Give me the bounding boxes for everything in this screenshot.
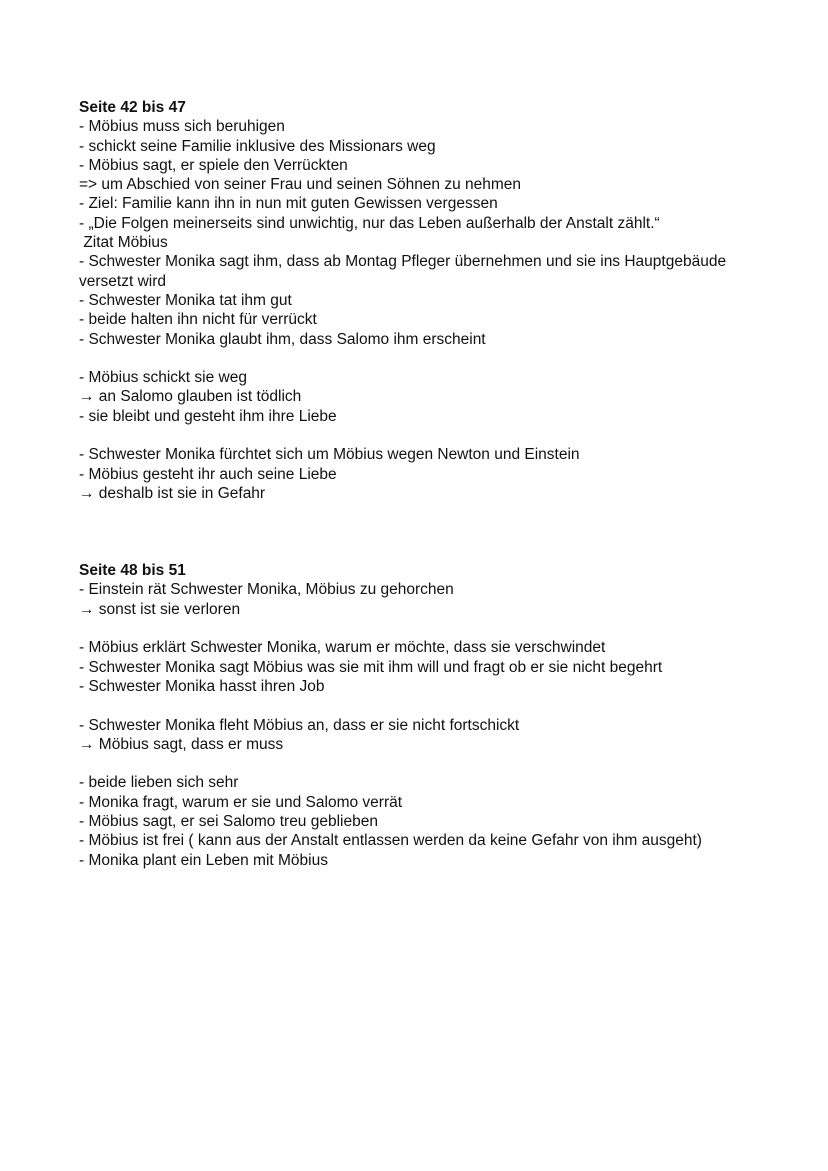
note-line: - Möbius ist frei ( kann aus der Anstalt entlassen werden da keine Gefahr von ihm ausgeht): [79, 832, 702, 850]
section-heading: Seite 48 bis 51: [79, 562, 186, 580]
note-line: - Ziel: Familie kann ihn in nun mit guten Gewissen vergessen: [79, 195, 498, 213]
note-block: [79, 773, 759, 869]
note-line: - sie bleibt und gesteht ihm ihre Liebe: [79, 407, 337, 425]
note-line: - Schwester Monika fleht Möbius an, dass er sie nicht fortschickt: [79, 716, 520, 734]
blank-line: [79, 619, 759, 638]
blank-line: [79, 696, 759, 715]
note-line: - Schwester Monika glaubt ihm, dass Salomo ihm erscheint: [79, 330, 486, 348]
section-spacer: [79, 503, 759, 561]
note-line: - Möbius sagt, er sei Salomo treu geblieben: [79, 812, 378, 830]
note-line: → sonst ist sie verloren: [79, 600, 241, 618]
note-line: - beide halten ihn nicht für verrückt: [79, 311, 317, 329]
section-seite-42-47: [79, 98, 759, 503]
note-line: - Einstein rät Schwester Monika, Möbius zu gehorchen: [79, 581, 454, 599]
note-line: - schickt seine Familie inklusive des Missionars weg: [79, 137, 436, 155]
note-block: [79, 368, 759, 426]
note-line: → deshalb ist sie in Gefahr: [79, 484, 266, 502]
note-line: - Monika plant ein Leben mit Möbius: [79, 851, 328, 869]
note-line: - beide lieben sich sehr: [79, 774, 239, 792]
note-block: [79, 716, 759, 755]
note-line: - Möbius sagt, er spiele den Verrückten: [79, 156, 348, 174]
note-line: Zitat Möbius: [79, 234, 168, 252]
document-page: [79, 98, 759, 870]
note-line: - Schwester Monika sagt Möbius was sie mit ihm will und fragt ob er sie nicht begehrt: [79, 658, 663, 676]
note-line: - Schwester Monika fürchtet sich um Möbius wegen Newton und Einstein: [79, 446, 580, 464]
note-line: - Möbius gesteht ihr auch seine Liebe: [79, 465, 337, 483]
note-line: - Schwester Monika tat ihm gut: [79, 291, 292, 309]
note-line: - Schwester Monika sagt ihm, dass ab Montag Pfleger übernehmen und sie ins Hauptgebäude versetzt wird: [79, 253, 731, 290]
blank-line: [79, 426, 759, 445]
blank-line: [79, 754, 759, 773]
note-line: => um Abschied von seiner Frau und seinen Söhnen zu nehmen: [79, 176, 522, 194]
note-line: - „Die Folgen meinerseits sind unwichtig, nur das Leben außerhalb der Anstalt zählt.“: [79, 214, 660, 232]
note-block: [79, 445, 759, 503]
section-seite-48-51: [79, 561, 759, 870]
note-block: [79, 638, 759, 696]
note-line: → Möbius sagt, dass er muss: [79, 735, 284, 753]
note-line: → an Salomo glauben ist tödlich: [79, 388, 302, 406]
note-line: - Möbius muss sich beruhigen: [79, 118, 285, 136]
note-line: - Möbius schickt sie weg: [79, 369, 247, 387]
note-line: - Möbius erklärt Schwester Monika, warum er möchte, dass sie verschwindet: [79, 639, 606, 657]
note-line: - Schwester Monika hasst ihren Job: [79, 677, 325, 695]
note-block: [79, 117, 759, 349]
note-line: - Monika fragt, warum er sie und Salomo verrät: [79, 793, 403, 811]
section-heading: Seite 42 bis 47: [79, 99, 186, 116]
blank-line: [79, 349, 759, 368]
note-block: [79, 580, 759, 619]
